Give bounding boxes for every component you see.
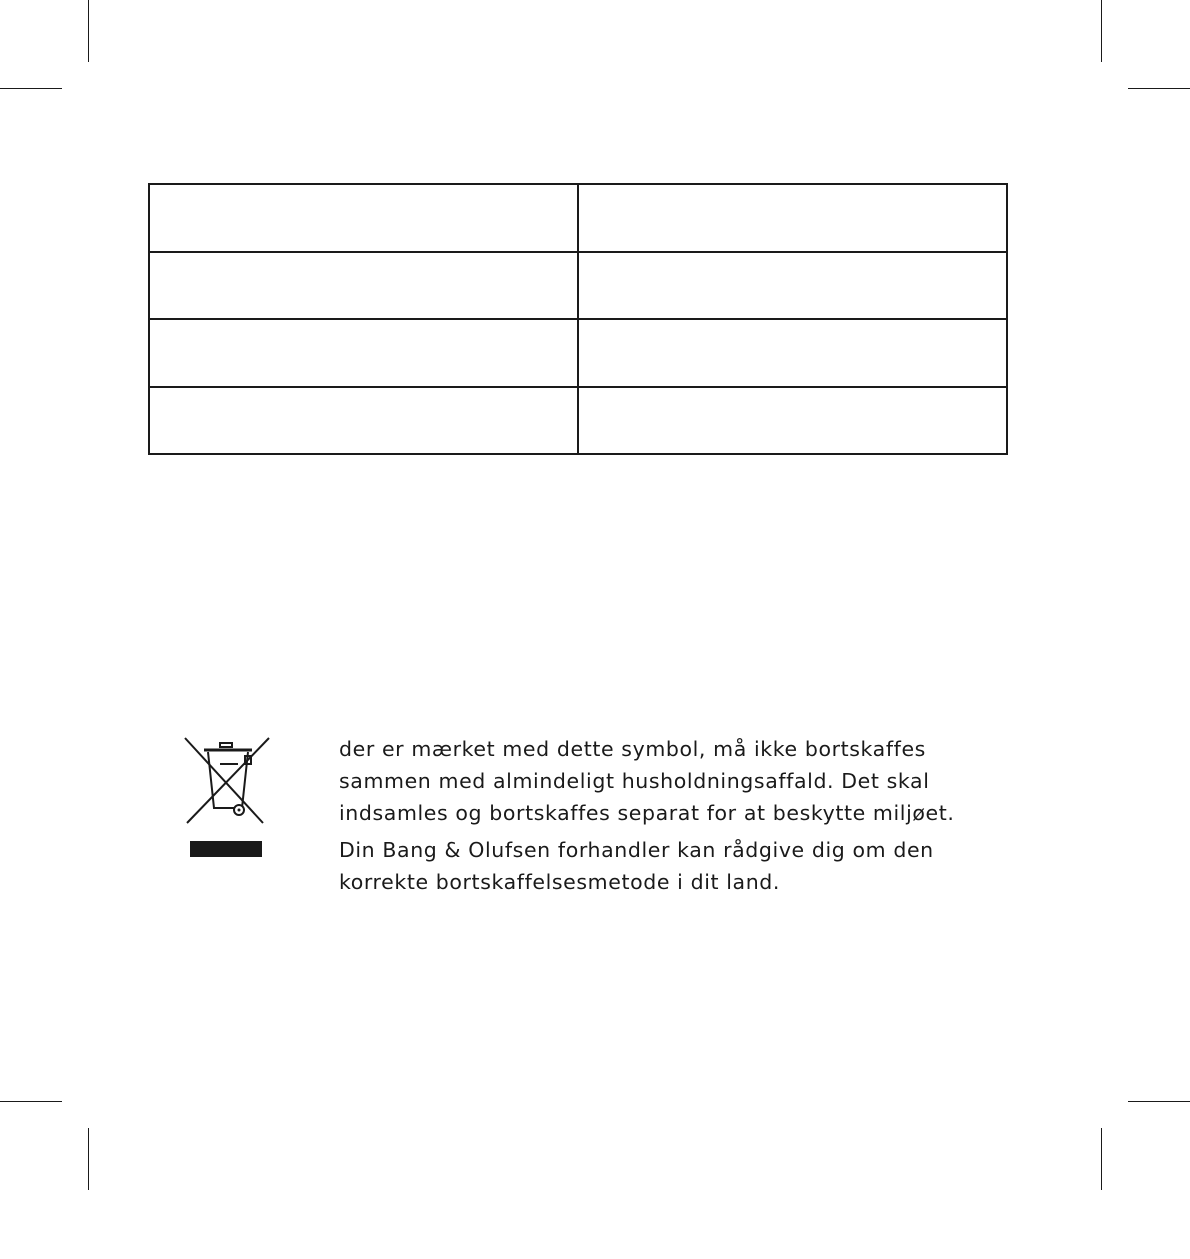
notice-line: Din Bang & Olufsen forhandler kan rådgive dig om den [339, 838, 934, 862]
notice-line: sammen med almindeligt husholdningsaffald. Det skal [339, 769, 930, 793]
table-row [149, 184, 1007, 252]
table-cell [578, 319, 1007, 387]
crop-mark-bottom-left-horizontal [0, 1101, 62, 1102]
disposal-notice [339, 733, 1039, 898]
notice-line: korrekte bortskaffelsesmetode i dit land. [339, 870, 781, 894]
table-cell [149, 319, 578, 387]
crop-mark-top-left-horizontal [0, 88, 62, 89]
table-cell [149, 184, 578, 252]
crossed-out-wheelie-bin-icon [182, 736, 272, 860]
table-cell [578, 252, 1007, 320]
table-cell [578, 387, 1007, 455]
notice-line: indsamles og bortskaffes separat for at beskytte miljøet. [339, 801, 955, 825]
crop-mark-bottom-right-vertical [1101, 1128, 1102, 1190]
notice-line: der er mærket med dette symbol, må ikke bortskaffes [339, 737, 926, 761]
table-cell [578, 184, 1007, 252]
table-cell [149, 252, 578, 320]
table-row [149, 319, 1007, 387]
table-cell [149, 387, 578, 455]
table-row [149, 387, 1007, 455]
crop-mark-top-left-vertical [88, 0, 89, 62]
crop-mark-bottom-left-vertical [88, 1128, 89, 1190]
spec-table [148, 183, 1008, 455]
table-row [149, 252, 1007, 320]
crop-mark-top-right-vertical [1101, 0, 1102, 62]
crop-mark-top-right-horizontal [1128, 88, 1190, 89]
crop-mark-bottom-right-horizontal [1128, 1101, 1190, 1102]
